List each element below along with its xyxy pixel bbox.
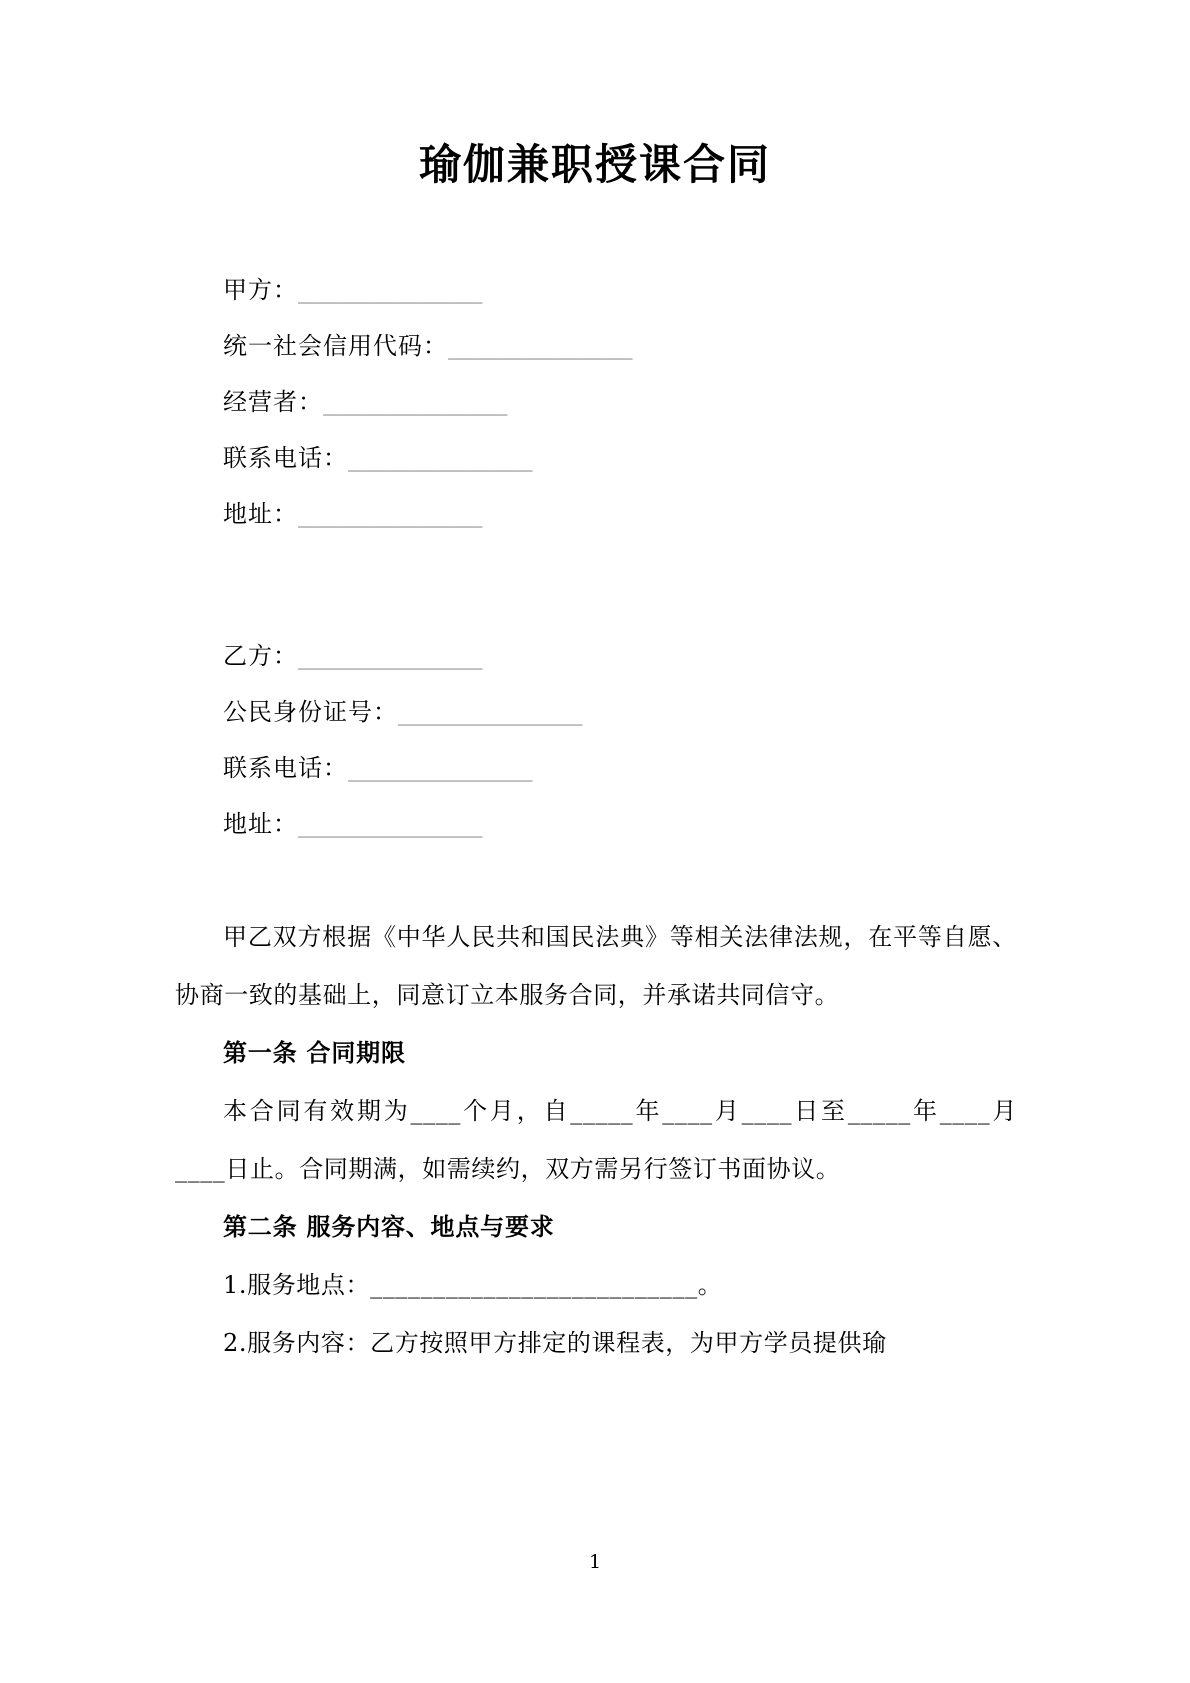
field-party-a-operator: [175, 374, 1017, 430]
document-body: [175, 262, 1017, 1372]
fill-in-blank[interactable]: ________________: [323, 388, 507, 416]
field-label: 经营者：: [223, 388, 323, 416]
article-2-item-2: 2.服务内容：乙方按照甲方排定的课程表，为甲方学员提供瑜: [223, 1329, 887, 1357]
field-label: 联系电话：: [223, 754, 348, 782]
fill-in-blank[interactable]: ________________: [348, 444, 532, 472]
field-party-a-phone: [175, 430, 1017, 486]
field-label: 联系电话：: [223, 444, 348, 472]
fill-in-blank[interactable]: ________________: [448, 332, 632, 360]
fill-in-blank[interactable]: ________________: [398, 698, 582, 726]
field-label: 地址：: [223, 810, 298, 838]
field-party-a-address: [175, 486, 1017, 542]
fill-in-blank[interactable]: ________________: [298, 500, 482, 528]
paragraph-spacer: [175, 852, 1017, 880]
fill-in-blank[interactable]: ________________: [298, 642, 482, 670]
field-party-a-name: [175, 262, 1017, 318]
field-label: 公民身份证号：: [223, 698, 398, 726]
party-a-block: [175, 262, 1017, 542]
field-label: 甲方：: [223, 276, 298, 304]
field-label: 地址：: [223, 500, 298, 528]
field-party-a-credit-code: [175, 318, 1017, 374]
paragraph-spacer: [175, 880, 1017, 908]
article-2-item-1: 1.服务地点：__________________________。: [223, 1271, 723, 1299]
field-party-b-id-number: [175, 684, 1017, 740]
article-2-heading: 第二条 服务内容、地点与要求: [223, 1212, 555, 1241]
fill-in-blank[interactable]: ________________: [298, 810, 482, 838]
block-spacer: [175, 542, 1017, 628]
article-1-heading: 第一条 合同期限: [223, 1038, 406, 1067]
field-party-b-address: [175, 796, 1017, 852]
field-label: 统一社会信用代码：: [223, 332, 448, 360]
article-1-body: 本合同有效期为____个月，自_____年____月____日至_____年____月____日止。合同期满，如需续约，双方需另行签订书面协议。: [175, 1097, 1017, 1183]
field-party-b-phone: [175, 740, 1017, 796]
fill-in-blank[interactable]: ________________: [298, 276, 482, 304]
field-party-b-name: [175, 628, 1017, 684]
party-b-block: [175, 628, 1017, 852]
page-title: 瑜伽兼职授课合同: [418, 140, 771, 189]
field-label: 乙方：: [223, 642, 298, 670]
page-number: 1: [588, 1551, 602, 1573]
preamble-paragraph: 甲乙双方根据《中华人民共和国民法典》等相关法律法规，在平等自愿、协商一致的基础上，同意订立本服务合同，并承诺共同信守。: [175, 923, 1017, 1009]
fill-in-blank[interactable]: ________________: [348, 754, 532, 782]
